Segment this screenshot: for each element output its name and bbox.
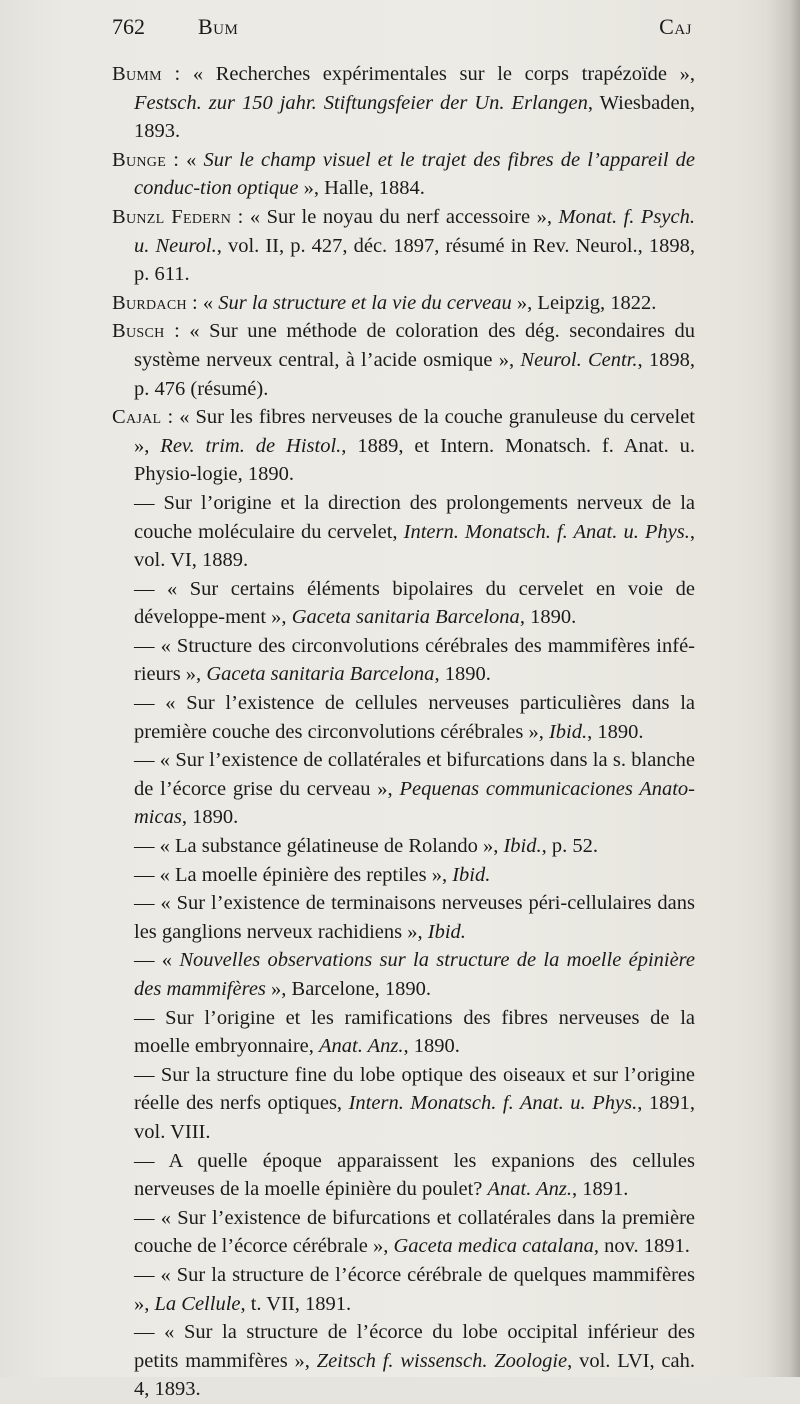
entry-title-italic: Ibid. [452,863,491,886]
entry-text: — « Sur l’existence de terminaisons nerveuses péri-cellulaires dans les ganglions nerveux rachidiens », [134,892,695,943]
entry-text-end: , 1889, et Intern. Monatsch. f. Anat. u. Physio-logie, 1890. [134,434,695,486]
entry-text: « [186,148,204,171]
entry-text-end: », Halle, 1884. [298,177,425,200]
bibliography-subentry [112,861,695,890]
entry-text-end: , 1891. [571,1178,629,1201]
entry-text: — Sur la structure fine du lobe optique des oiseaux et sur l’origine réelle des nerfs optiques, [134,1063,695,1115]
entry-title-italic: Sur la structure et la vie du cerveau [218,291,512,314]
entry-text-end: , p. 52. [541,835,599,858]
entry-text-end: , vol. II, p. 427, déc. 1897, résumé in Rev. Neurol., 1898, p. 611. [134,234,695,286]
entry-text-end: , 1891, vol. VIII. [134,1092,696,1143]
entry-text-end: , 1898, p. 476 (résumé). [134,348,695,400]
bibliography-subentry [112,575,695,632]
entry-title-italic: Rev. trim. de Histol. [160,434,342,457]
header-left-word: Bum [198,14,239,39]
bibliography-subentry [112,746,695,832]
bibliography-content [112,60,695,1404]
entry-text: « Recherches expérimentales sur le corps trapézoïde », [192,63,696,85]
entry-separator: : [186,291,203,314]
bibliography-subentry [112,1004,695,1061]
entry-author: Bumm [112,63,162,85]
bibliography-subentry [112,632,695,689]
bibliography-subentry [112,689,695,746]
entry-text: — « Sur l’existence de collatérales et bifurcations dans la s. blanche de l’écorce grise du cerveau », [134,749,695,800]
entry-text: — « Sur l’existence de bifurcations et collatérales dans la première couche de l’écorce cérébrale », [134,1206,695,1258]
entry-text: « Sur les fibres nerveuses de la couche granuleuse du cervelet », [134,406,696,457]
entry-text-end: , 1890. [519,606,577,629]
entry-author: Bunzl Federn [112,205,232,228]
entry-title-italic: Ibid. [548,720,588,743]
entry-text: — « [134,949,180,972]
bibliography-subentry [112,1204,695,1261]
entry-separator: : [161,406,180,429]
entry-separator: : [166,148,187,171]
entry-text-end: , vol. VI, 1889. [134,520,695,572]
entry-text-end: , 1890. [434,663,491,686]
entry-author: Cajal [112,406,162,429]
entry-text: — A quelle époque apparaissent les expanions des cellules nerveuses de la moelle épinière du poulet? [134,1149,695,1201]
entry-separator: : [164,320,190,343]
entry-title-italic: Gaceta sanitaria Barcelona [291,606,520,629]
entry-text: « Sur le noyau du nerf accessoire », [249,205,559,228]
bibliography-subentry [112,832,695,861]
entry-title-italic: Anat. Anz. [319,1035,404,1058]
entry-title-italic: Intern. Monatsch. f. Anat. u. Phys. [403,520,690,543]
entry-text: « Sur une méthode de coloration des dég. secondaires du système nerveux central, à l’acide osmique », [134,320,695,371]
bibliography-subentry [112,1061,695,1147]
entry-text-end: , Wiesbaden, 1893. [134,91,695,143]
entry-text: — « Structure des circonvolutions cérébrales des mammifères infé-rieurs », [134,634,695,686]
entry-title-italic: Sur le champ visuel et le trajet des fibres de l’appareil de conduc-tion optique [134,148,696,200]
entry-text: — « Sur certains éléments bipolaires du cervelet en voie de développe-ment », [134,577,695,629]
entry-text: — « La moelle épinière des reptiles », [134,863,453,886]
entry-text-end: , vol. LVI, cah. 4, 1893. [134,1349,695,1401]
entry-separator: : [231,205,250,228]
entry-title-italic: Ibid. [503,835,542,858]
entry-title-italic: Gaceta sanitaria Barcelona [206,663,435,686]
bibliography-subentry [112,489,695,575]
entry-text-end: », Barcelone, 1890. [265,978,431,1000]
bibliography-entry [112,203,695,289]
entry-text: — « Sur la structure de l’écorce cérébrale de quelques mammifères », [134,1263,695,1315]
bibliography-entry [112,146,695,203]
entry-text-end: , 1890. [403,1035,460,1058]
entry-text-end: , t. VII, 1891. [240,1292,352,1315]
entry-title-italic: Zeitsch f. wissensch. Zoologie [316,1349,568,1372]
bibliography-subentry [112,889,695,946]
bibliography-subentry [112,1261,695,1318]
header-right-word: Caj [659,14,692,39]
bibliography-subentry [112,1147,695,1204]
entry-text: — « La substance gélatineuse de Rolando », [134,835,504,858]
bibliography-entry [112,403,695,489]
entry-title-italic: Pequenas communicaciones Anato-micas [134,777,695,829]
entry-author: Busch [112,320,165,343]
entry-title-italic: Festsch. zur 150 jahr. Stiftungsfeier der Un. Erlangen [134,91,588,114]
entry-text: — Sur l’origine et les ramifications des fibres nerveuses de la moelle embryonnaire, [134,1006,695,1058]
entry-text: — Sur l’origine et la direction des prolongements nerveux de la couche moléculaire du cervelet, [134,491,695,543]
entry-title-italic: La Cellule [154,1292,241,1315]
running-header [112,14,692,44]
entry-title-italic: Intern. Monatsch. f. Anat. u. Phys. [348,1092,638,1115]
entry-title-italic: Anat. Anz. [487,1178,572,1201]
entry-title-italic: Gaceta medica catalana [393,1235,594,1258]
entry-text: « [202,291,219,314]
entry-text: — « Sur la structure de l’écorce du lobe occipital inférieur des petits mammifères », [134,1321,695,1372]
entry-text: — « Sur l’existence de cellules nerveuses particulières dans la première couche des circonvolutions cérébrales », [134,692,695,743]
entry-title-italic: Monat. f. Psych. u. Neurol. [134,205,695,257]
entry-separator: : [161,63,193,85]
entry-title-italic: Neurol. Centr. [520,348,638,371]
bibliography-entry [112,60,695,146]
bibliography-entry [112,317,695,403]
entry-text-end: », Leipzig, 1822. [511,291,657,314]
entry-author: Burdach [112,291,187,314]
entry-text-end: , 1890. [181,806,239,829]
entry-title-italic: Ibid. [427,920,466,943]
bibliography-entry [112,289,695,318]
bibliography-subentry [112,946,695,1003]
entry-text-end: , nov. 1891. [593,1235,690,1258]
entry-author: Bunge [112,148,167,171]
page-number: 762 [112,14,145,39]
page-edge-shadow [766,0,800,1377]
entry-title-italic: Nouvelles observations sur la structure de la moelle épinière des mammifères [134,949,695,1000]
entry-text-end: , 1890. [587,720,644,743]
bibliography-subentry [112,1318,695,1404]
